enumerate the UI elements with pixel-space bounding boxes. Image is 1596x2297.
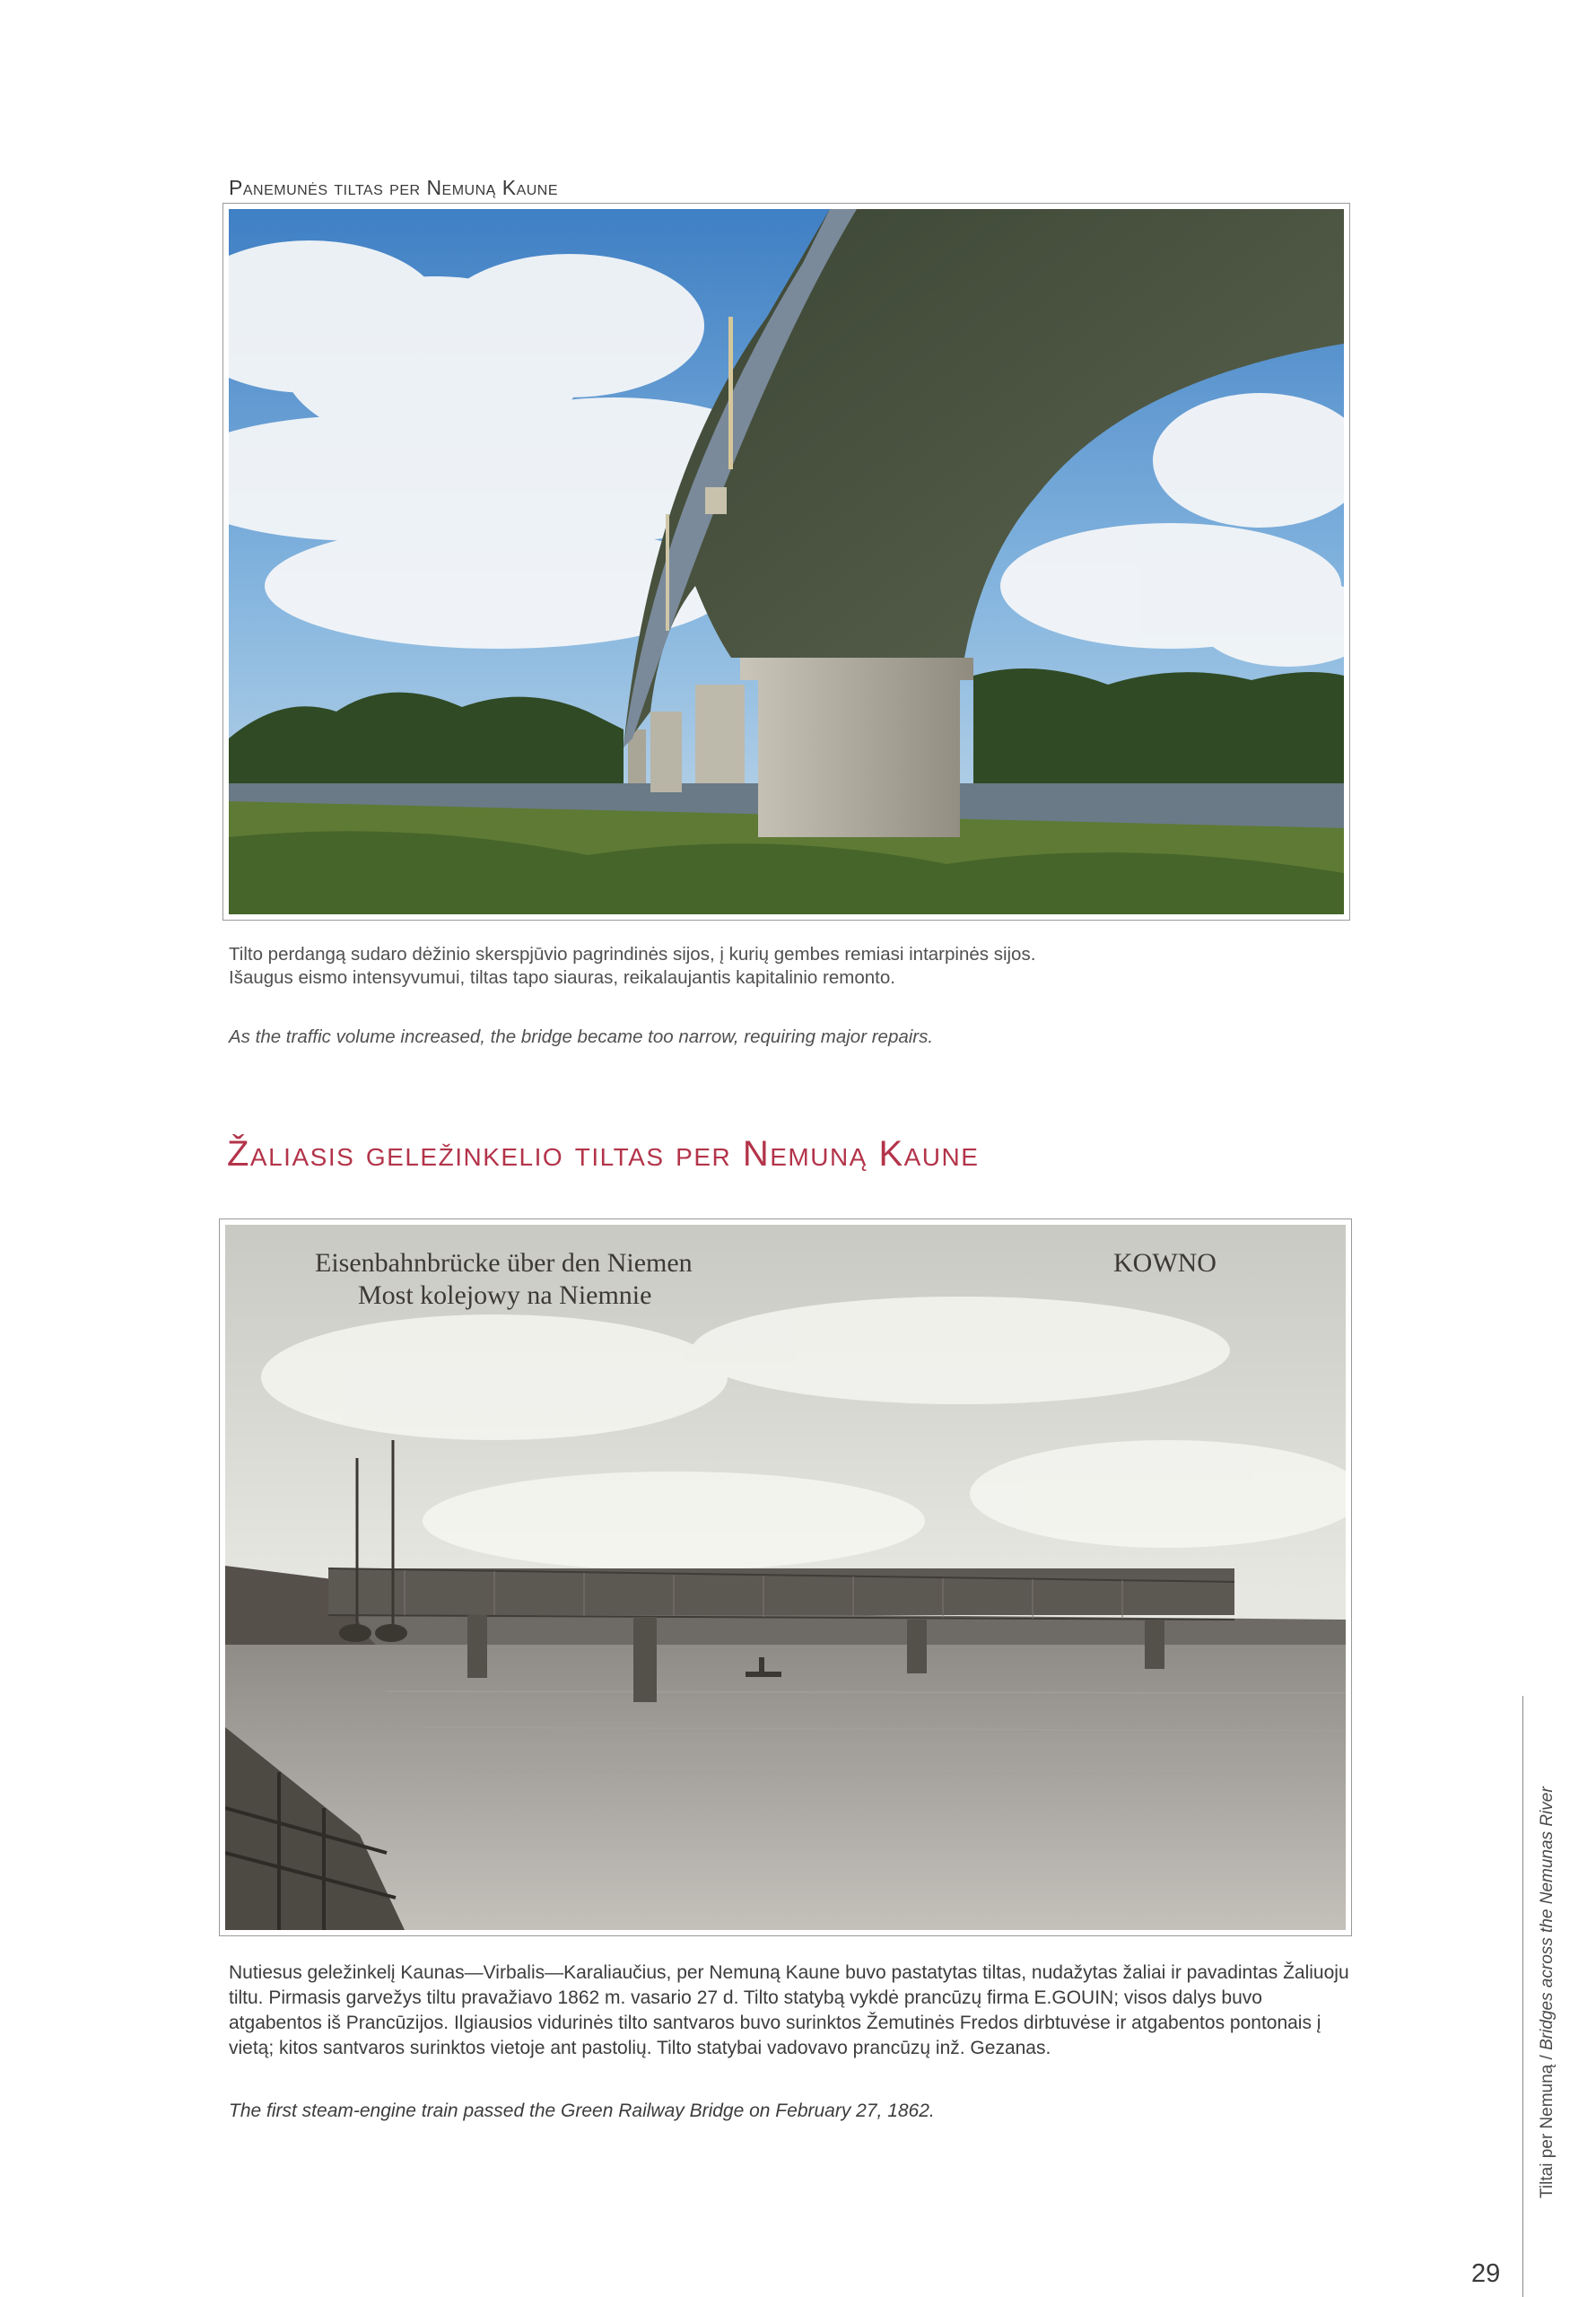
postcard-caption-pl: Most kolejowy na Niemnie xyxy=(358,1280,652,1310)
section-title: Žaliasis geležinkelio tiltas per Nemuną Kaune xyxy=(227,1134,980,1174)
page-number: 29 xyxy=(1471,2259,1501,2288)
running-footer xyxy=(1538,1786,1557,2198)
section2-body-en: The first steam-engine train passed the Green Railway Bridge on February 27, 1862. xyxy=(229,2100,935,2121)
postcard-illustration xyxy=(225,1225,1346,1930)
side-divider xyxy=(1522,1696,1523,2297)
panemune-bridge-photo xyxy=(229,209,1344,914)
postcard-caption-de: Eisenbahnbrücke über den Niemen xyxy=(315,1248,693,1278)
postcard-frame xyxy=(219,1218,1352,1936)
railway-bridge-postcard xyxy=(225,1225,1346,1930)
section-label: Panemunės tiltas per Nemuną Kaune xyxy=(229,176,559,199)
postcard-city: KOWNO xyxy=(1113,1248,1217,1278)
caption-lt-line2: Išaugus eismo intensyvumui, tiltas tapo siauras, reikalaujantis kapitalinio remonto. xyxy=(229,967,895,988)
running-footer-lt: Tiltai per Nemuną / xyxy=(1538,2049,1557,2198)
running-footer-en: Bridges across the Nemunas River xyxy=(1538,1786,1557,2050)
caption-lt-line1: Tilto perdangą sudaro dėžinio skerspjūvio pagrindinės sijos, į kurių gembes remiasi intarpinės sijos. xyxy=(229,944,1036,965)
bridge-photo-frame xyxy=(222,203,1350,921)
photo1-caption-lt xyxy=(229,943,1332,990)
bridge-photo-illustration xyxy=(229,209,1344,914)
section2-body-lt: Nutiesus geležinkelį Kaunas—Virbalis—Karaliaučius, per Nemuną Kaune buvo pastatytas tiltas, nudažytas žaliai ir pavadintas Žaliuoju tiltu. Pirmasis garvežys tiltu pravažiavo 1862 m. vasario 27 d. Tilto statybą vykdė prancūzų firma E.GOUIN; visos dalys buvo atgabentos iš Prancūzijos. Ilgiausios vidurinės tilto santvaros buvo surinktos Žemutinės Fredos dirbtuvėse ir atgabentos pontonais į vietą; kitos santvaros surinktos vietoje ant pastolių. Tilto statybai vadovavo prancūzų inž. Gezanas. xyxy=(229,1962,1349,2058)
photo1-caption-en: As the traffic volume increased, the bridge became too narrow, requiring major repairs. xyxy=(229,1026,934,1047)
